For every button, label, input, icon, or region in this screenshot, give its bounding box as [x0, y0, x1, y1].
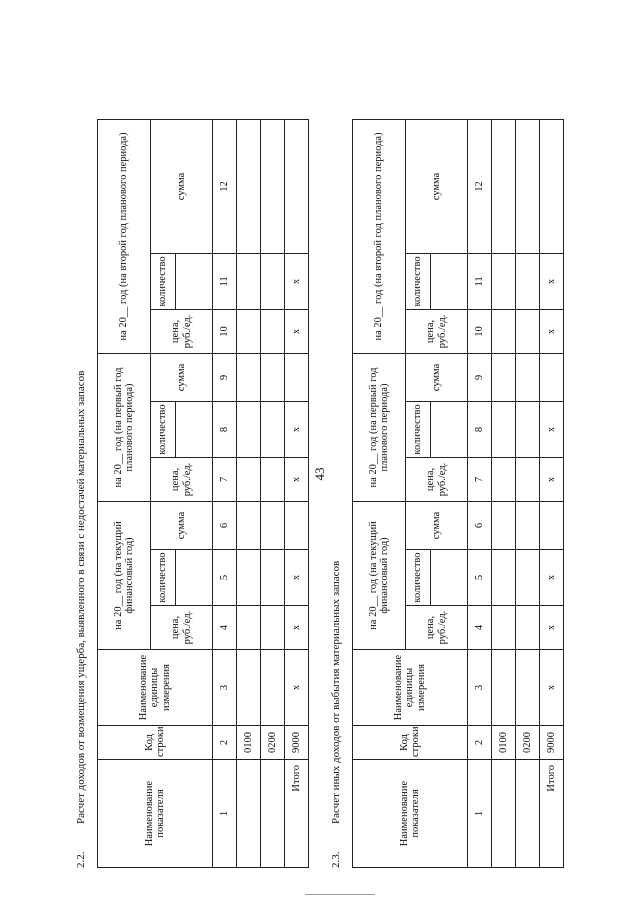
price-header: цена, руб./ед. [151, 309, 213, 353]
total-cell: x [285, 606, 309, 650]
period-header: на 20__ год (на первый год планового периода) [353, 353, 406, 501]
table-cell [237, 457, 261, 501]
header-row [98, 119, 151, 867]
table-cell [492, 457, 516, 501]
column-number: 11 [213, 253, 237, 309]
table-cell [261, 309, 285, 353]
table-cell [516, 457, 540, 501]
table-row [492, 119, 516, 867]
table-cell [516, 606, 540, 650]
price-header: цена, руб./ед. [151, 606, 213, 650]
table-cell [492, 650, 516, 726]
period-header: на 20__ год (на первый год планового периода) [98, 353, 151, 501]
sum-header: сумма [151, 501, 213, 549]
total-cell: 9000 [285, 726, 309, 760]
table-cell [261, 501, 285, 549]
table-row [261, 119, 285, 867]
table-cell [261, 353, 285, 401]
total-cell: x [285, 550, 309, 606]
table-cell [492, 401, 516, 457]
total-cell [540, 119, 564, 253]
column-number: 2 [468, 726, 492, 760]
total-label: Итого [540, 760, 564, 868]
quantity-header: количество [406, 253, 431, 309]
table-cell [492, 119, 516, 253]
column-number: 6 [468, 501, 492, 549]
column-number: 3 [213, 650, 237, 726]
quantity-header-space [431, 550, 468, 606]
table-cell [237, 606, 261, 650]
sum-header: сумма [151, 119, 213, 253]
table-cell [492, 353, 516, 401]
header-row [353, 119, 406, 867]
sum-header: сумма [406, 119, 468, 253]
table-cell [237, 401, 261, 457]
quantity-header: количество [151, 401, 176, 457]
period-header: на 20__ год (на текущий финансовый год) [98, 501, 151, 649]
table-cell [261, 457, 285, 501]
column-number: 5 [213, 550, 237, 606]
quantity-header-space [176, 253, 213, 309]
column-number: 6 [213, 501, 237, 549]
calculation-table [97, 119, 309, 868]
table-cell [237, 253, 261, 309]
bottom-divider [305, 894, 375, 895]
column-number: 12 [213, 119, 237, 253]
total-label: Итого [285, 760, 309, 868]
table-cell [261, 550, 285, 606]
period-header: на 20__ год (на текущий финансовый год) [353, 501, 406, 649]
column-number: 7 [468, 457, 492, 501]
total-cell [285, 119, 309, 253]
table-cell [516, 253, 540, 309]
table-cell [237, 309, 261, 353]
table-cell [237, 760, 261, 868]
quantity-header: количество [151, 253, 176, 309]
code-header: Код строки [353, 726, 468, 760]
total-cell [540, 353, 564, 401]
sum-header: сумма [151, 353, 213, 401]
column-number: 1 [468, 760, 492, 868]
column-number-row [213, 119, 237, 867]
table-cell [492, 760, 516, 868]
table-cell [516, 119, 540, 253]
column-number: 7 [213, 457, 237, 501]
total-cell: x [540, 309, 564, 353]
sum-header: сумма [406, 501, 468, 549]
calculation-table [352, 119, 564, 868]
column-number: 10 [213, 309, 237, 353]
total-cell: x [540, 457, 564, 501]
quantity-header: количество [151, 550, 176, 606]
table-cell [516, 650, 540, 726]
column-number: 8 [468, 401, 492, 457]
column-number: 4 [468, 606, 492, 650]
column-number: 9 [468, 353, 492, 401]
total-cell: x [540, 401, 564, 457]
column-number: 12 [468, 119, 492, 253]
column-number: 9 [213, 353, 237, 401]
total-cell: x [540, 650, 564, 726]
column-number: 11 [468, 253, 492, 309]
table-cell: 0200 [261, 726, 285, 760]
table-cell [237, 650, 261, 726]
period-header: на 20__ год (на второй год планового периода) [98, 119, 151, 353]
column-number: 3 [468, 650, 492, 726]
section-title [330, 561, 346, 868]
price-header: цена, руб./ед. [406, 309, 468, 353]
column-number: 4 [213, 606, 237, 650]
table-cell [492, 550, 516, 606]
quantity-header-space [176, 401, 213, 457]
table-cell [261, 760, 285, 868]
table-cell [492, 253, 516, 309]
table-cell [261, 401, 285, 457]
table-cell [261, 606, 285, 650]
table-cell: 0100 [237, 726, 261, 760]
table-cell [516, 501, 540, 549]
price-header: цена, руб./ед. [406, 606, 468, 650]
table-cell [516, 550, 540, 606]
table-cell [492, 501, 516, 549]
indicator-header: Наименование показателя [353, 760, 468, 868]
section-number: 2.2. [75, 851, 87, 868]
quantity-header: количество [406, 550, 431, 606]
total-cell: x [540, 550, 564, 606]
total-cell: x [285, 457, 309, 501]
table-cell [261, 253, 285, 309]
total-cell [285, 353, 309, 401]
total-cell: x [285, 650, 309, 726]
section-number: 2.3. [330, 851, 342, 868]
total-cell: x [285, 253, 309, 309]
total-row [285, 119, 309, 867]
period-header: на 20__ год (на второй год планового периода) [353, 119, 406, 353]
table-cell [516, 401, 540, 457]
column-number: 10 [468, 309, 492, 353]
total-cell: 9000 [540, 726, 564, 760]
table-cell [516, 760, 540, 868]
table-cell [261, 650, 285, 726]
unit-header: Наименование единицы измерения [98, 650, 213, 726]
table-cell [261, 119, 285, 253]
table-row [237, 119, 261, 867]
table-cell [237, 119, 261, 253]
column-number: 1 [213, 760, 237, 868]
total-cell: x [540, 253, 564, 309]
unit-header: Наименование единицы измерения [353, 650, 468, 726]
table-row [516, 119, 540, 867]
indicator-header: Наименование показателя [98, 760, 213, 868]
total-cell [540, 501, 564, 549]
section-title [75, 371, 91, 868]
table-cell [516, 353, 540, 401]
column-number: 8 [213, 401, 237, 457]
total-cell: x [540, 606, 564, 650]
table-cell: 0200 [516, 726, 540, 760]
total-cell [285, 501, 309, 549]
table-cell [516, 309, 540, 353]
total-cell: x [285, 401, 309, 457]
section-title-text: Расчет иных доходов от выбытия материальных запасов [330, 560, 342, 824]
code-header: Код строки [98, 726, 213, 760]
table-cell: 0100 [492, 726, 516, 760]
column-number: 5 [468, 550, 492, 606]
section-title-text: Расчет доходов от возмещения ущерба, выявленного в связи с недостачей материальных запасов [75, 370, 87, 824]
sum-header: сумма [406, 353, 468, 401]
quantity-header-space [176, 550, 213, 606]
table-cell [492, 309, 516, 353]
column-number: 2 [213, 726, 237, 760]
price-header: цена, руб./ед. [406, 457, 468, 501]
table-cell [492, 606, 516, 650]
quantity-header-space [431, 253, 468, 309]
total-cell: x [285, 309, 309, 353]
quantity-header: количество [406, 401, 431, 457]
table-cell [237, 353, 261, 401]
table-cell [237, 550, 261, 606]
column-number-row [468, 119, 492, 867]
total-row [540, 119, 564, 867]
table-cell [237, 501, 261, 549]
page-number: 43 [312, 467, 327, 481]
price-header: цена, руб./ед. [151, 457, 213, 501]
quantity-header-space [431, 401, 468, 457]
